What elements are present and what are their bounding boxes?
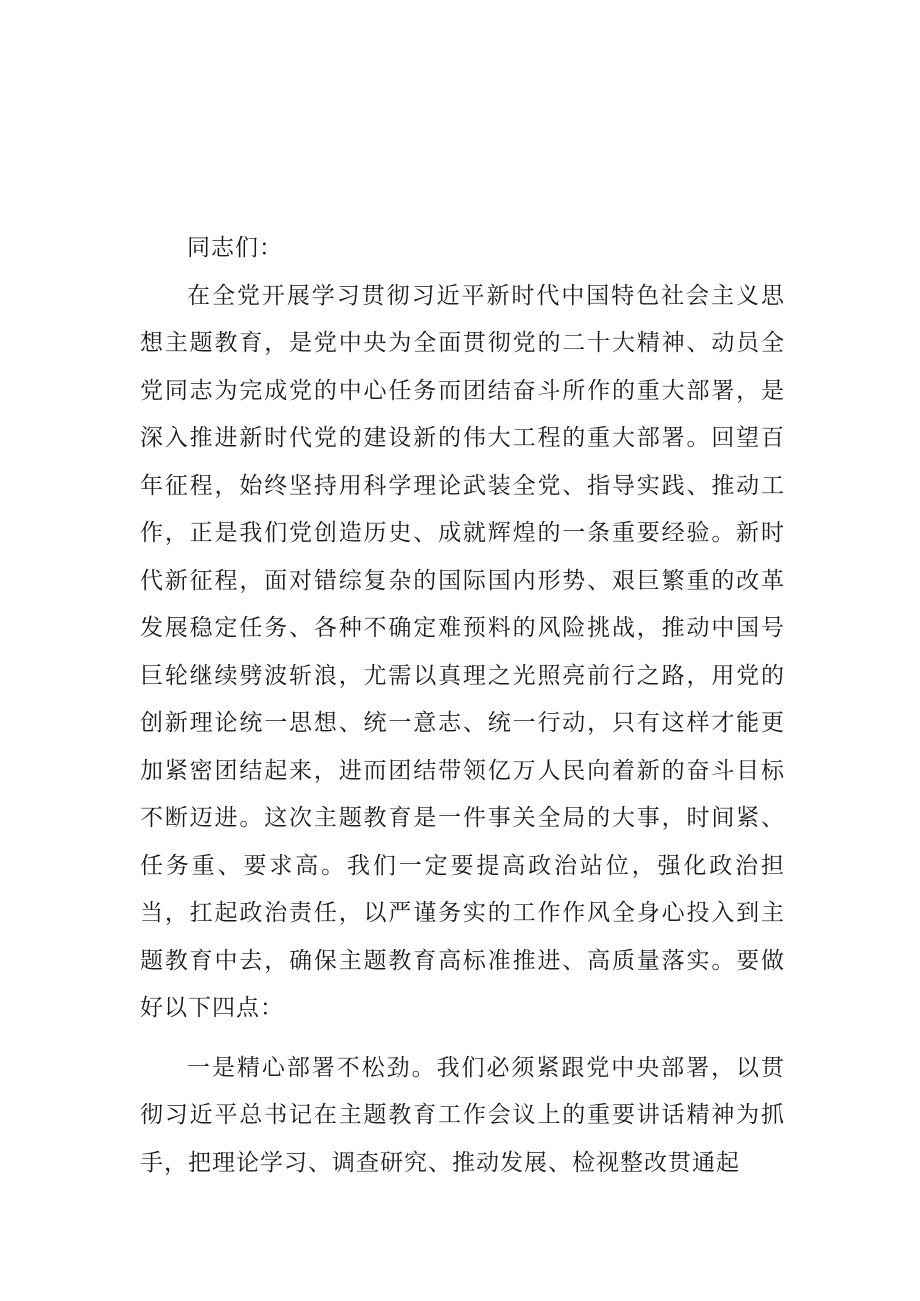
greeting: 同志们： <box>187 235 283 261</box>
paragraph-intro: 在全党开展学习贯彻习近平新时代中国特色社会主义思想主题教育，是党中央为全面贯彻党的二十大精神、动员全党同志为完成党的中心任务而团结奋斗所作的重大部署，是深入推进新时代党的建设新的伟大工程的重大部署。回望百年征程，始终坚持用科学理论武装全党、指导实践、推动工作，正是我们党创造历史、成就辉煌的一条重要经验。新时代新征程，面对错综复杂的国际国内形势、艰巨繁重的改革发展稳定任务、各种不确定难预料的风险挑战，推动中国号巨轮继续劈波斩浪，尤需以真理之光照亮前行之路，用党的创新理论统一思想、统一意志、统一行动，只有这样才能更加紧密团结起来，进而团结带领亿万人民向着新的奋斗目标不断迈进。这次主题教育是一件事关全局的大事，时间紧、任务重、要求高。我们一定要提高政治站位，强化政治担当，扛起政治责任，以严谨务实的工作作风全身心投入到主题教育中去，确保主题教育高标准推进、高质量落实。要做好以下四点： <box>140 282 785 1021</box>
document-body <box>140 225 785 1187</box>
paragraph-point-one: 一是精心部署不松劲。我们必须紧跟党中央部署，以贯彻习近平总书记在主题教育工作会议上的重要讲话精神为抓手，把理论学习、调查研究、推动发展、检视整改贯通起 <box>140 1054 785 1176</box>
